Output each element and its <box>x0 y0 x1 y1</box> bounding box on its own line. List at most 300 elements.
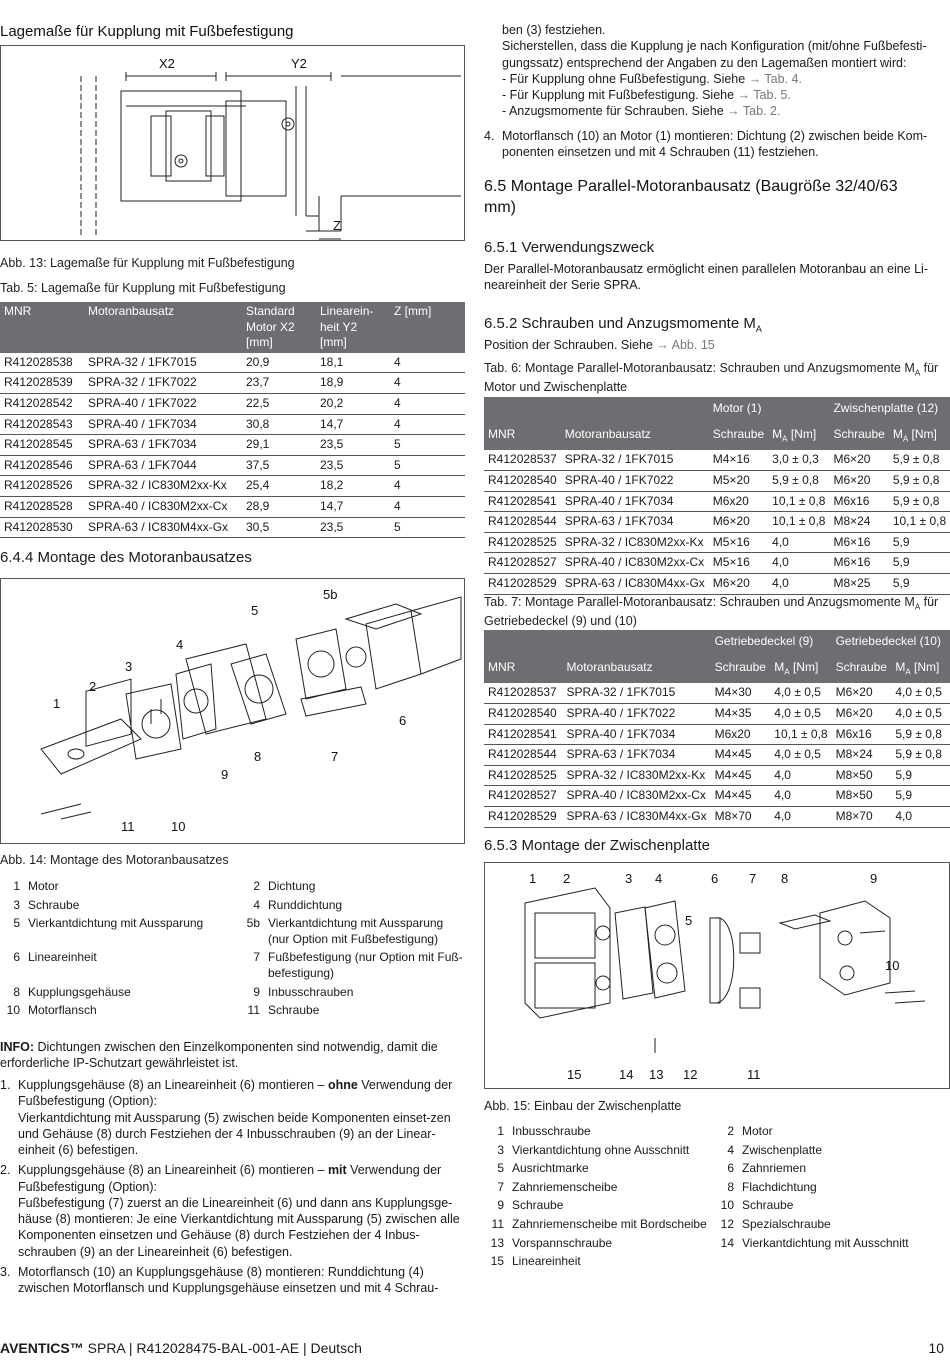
th-col: $M_A$ [Nm] <box>770 656 831 684</box>
table-6 <box>484 397 950 595</box>
legend-number: 4 <box>727 1142 734 1157</box>
fig14-label-7: 7 <box>331 749 339 764</box>
table-cell: SPRA-32 / 1FK7022 <box>84 373 242 394</box>
table-cell: R412028543 <box>0 414 84 435</box>
fig15-label-10: 10 <box>885 958 900 973</box>
tab6-caption <box>484 360 950 395</box>
table-cell: SPRA-40 / IC830M2xx-Cx <box>561 553 709 574</box>
table-cell: SPRA-63 / 1FK7034 <box>561 512 709 533</box>
legend-row <box>0 879 465 895</box>
section-651: 6.5.1 Verwendungszweck <box>484 239 655 256</box>
table-cell: SPRA-32 / 1FK7015 <box>84 353 242 373</box>
text-652 <box>484 337 715 353</box>
th-col: MNR <box>484 656 563 684</box>
table-cell: 4,0 <box>768 573 829 594</box>
table-row <box>484 724 950 745</box>
table-cell: 4,0 ± 0,5 <box>891 703 950 724</box>
table-cell: 5 <box>390 435 465 456</box>
table-cell: R412028529 <box>484 806 563 827</box>
tab7-caption-sub: A <box>914 602 921 612</box>
table-cell: 4,0 <box>770 786 831 807</box>
legend-entry <box>0 879 240 895</box>
legend-entry <box>484 1198 714 1214</box>
table-cell: 22,5 <box>242 393 316 414</box>
fig15-label-4: 4 <box>655 871 663 886</box>
coupling-dimension-drawing <box>1 46 464 240</box>
fig15-label-1: 1 <box>529 871 537 886</box>
legend-entry <box>714 1143 950 1159</box>
table-cell: SPRA-40 / IC830M2xx-Cx <box>563 786 711 807</box>
table-cell: 4,0 ± 0,5 <box>770 703 831 724</box>
section-653: 6.5.3 Montage der Zwischenplatte <box>484 837 710 854</box>
step-item <box>0 1077 462 1158</box>
legend-entry <box>484 1254 714 1270</box>
table-row <box>0 517 465 538</box>
legend-row <box>484 1143 950 1159</box>
reference-link[interactable]: → Tab. 4. <box>748 71 802 86</box>
table-cell: 10,1 ± 0,8 <box>768 512 829 533</box>
table-row <box>484 745 950 766</box>
legend-number: 1 <box>13 879 20 893</box>
fig14-label-5b: 5b <box>323 587 338 602</box>
table-cell: SPRA-40 / 1FK7034 <box>561 491 709 512</box>
table-cell: 20,2 <box>316 393 390 414</box>
legend-entry <box>240 950 465 981</box>
table-cell: M6×20 <box>832 703 892 724</box>
table-cell: R412028529 <box>484 573 561 594</box>
table-cell: 4,0 <box>768 553 829 574</box>
legend-text: Schraube <box>28 897 80 912</box>
table-row <box>0 476 465 497</box>
legend-entry <box>240 1003 465 1019</box>
table-row <box>0 353 465 373</box>
legend-text: Dichtung <box>268 879 316 893</box>
table-cell: SPRA-63 / 1FK7044 <box>84 455 242 476</box>
section-65: 6.5 Montage Parallel-Motoranbausatz (Baugröße 32/40/63 mm) <box>484 178 898 216</box>
legend-row <box>484 1124 950 1140</box>
table-cell: 5,9 ± 0,8 <box>889 450 950 470</box>
legend-text: Spezialschraube <box>742 1216 831 1231</box>
tab6-caption-text: Tab. 6: Montage Parallel-Motoranbausatz: Schrauben und Anzugsmomente M <box>484 361 915 375</box>
table-cell: R412028539 <box>0 373 84 394</box>
tab7-caption <box>484 594 950 629</box>
reference-link[interactable]: → Tab. 2. <box>727 104 781 119</box>
table-cell: 5 <box>390 517 465 538</box>
step-number: 2. <box>0 1163 11 1178</box>
fig14-label-1: 1 <box>53 696 61 711</box>
step-number: 3. <box>0 1264 11 1279</box>
table-cell: R412028545 <box>0 435 84 456</box>
legend-text <box>742 1254 950 1270</box>
th-sub: A <box>782 433 788 443</box>
th-col: MNR <box>484 423 561 451</box>
th-x2: Standard Motor X2 [mm] <box>242 302 316 353</box>
legend-text: Lineareinheit <box>512 1254 581 1269</box>
table-cell: R412028525 <box>484 532 561 553</box>
table-cell: R412028540 <box>484 470 561 491</box>
legend-entry <box>484 1124 714 1140</box>
legend-number: 3 <box>497 1142 504 1157</box>
fig15-label-15: 15 <box>567 1067 582 1082</box>
table-cell: 4 <box>390 414 465 435</box>
fig15-label-6: 6 <box>711 871 719 886</box>
legend-text: Vorspannschraube <box>512 1235 613 1250</box>
section-652-sub: A <box>755 324 762 334</box>
table-cell: 37,5 <box>242 455 316 476</box>
fig15-label-8: 8 <box>781 871 789 886</box>
table-cell: SPRA-32 / 1FK7015 <box>563 683 711 703</box>
table-cell: M6×20 <box>829 470 888 491</box>
group-header-row <box>484 630 950 656</box>
table-cell: 4,0 ± 0,5 <box>770 683 831 703</box>
table-cell: SPRA-40 / 1FK7022 <box>561 470 709 491</box>
fig15-label-13: 13 <box>649 1067 664 1082</box>
table-cell: SPRA-40 / IC830M2xx-Cx <box>84 496 242 517</box>
legend-text: Inbusschraube <box>512 1124 591 1138</box>
info-note <box>0 1039 460 1072</box>
table-row <box>0 373 465 394</box>
legend-row <box>484 1180 950 1196</box>
th-col: Schraube <box>711 656 771 684</box>
table-cell: SPRA-32 / IC830M2xx-Kx <box>84 476 242 497</box>
fig13-caption: Abb. 13: Lagemaße für Kupplung mit Fußbefestigung <box>0 256 295 270</box>
legend-entry <box>0 985 240 1001</box>
legend-number <box>714 1254 742 1270</box>
table-cell: 18,1 <box>316 353 390 373</box>
table-cell: M6x20 <box>711 724 771 745</box>
legend-text: Vierkantdichtung mit Aussparung <box>28 916 204 931</box>
reference-text: - Für Kupplung mit Fußbefestigung. Siehe <box>502 88 738 102</box>
legend-number: 13 <box>490 1235 504 1250</box>
table-cell: 5 <box>390 455 465 476</box>
legend-text: Zahnriemenscheibe <box>512 1179 618 1194</box>
table-cell: R412028537 <box>484 683 563 703</box>
legend-number: 5b <box>246 916 260 931</box>
step-4 <box>484 128 950 161</box>
fig15-caption: Abb. 15: Einbau der Zwischenplatte <box>484 1099 682 1113</box>
fig15-label-12: 12 <box>683 1067 698 1082</box>
legend-text: Lineareinheit <box>28 950 97 965</box>
table-cell: M8×24 <box>832 745 892 766</box>
fig14-label-2: 2 <box>89 679 97 694</box>
motor-mount-exploded-drawing <box>1 579 464 843</box>
reference-text: - Für Kupplung ohne Fußbefestigung. Siehe <box>502 71 749 86</box>
intermediate-plate-exploded-drawing <box>485 863 949 1088</box>
table-row <box>484 491 950 512</box>
legend-number: 4 <box>253 897 260 912</box>
th-y2: Linearein-heit Y2 [mm] <box>316 302 390 353</box>
legend-entry <box>0 898 240 914</box>
table-cell: M4×45 <box>711 765 771 786</box>
fig14-label-4: 4 <box>176 637 184 652</box>
step-item <box>0 1162 462 1260</box>
table-cell: 5,9 <box>891 765 950 786</box>
table-cell: 10,1 ± 0,8 <box>889 512 950 533</box>
legend-text: Vierkantdichtung mit Aussparung (nur Option mit Fußbefestigung) <box>268 916 444 946</box>
legend-number: 6 <box>13 950 20 965</box>
table-row <box>0 435 465 456</box>
th-empty <box>484 397 561 423</box>
legend-entry <box>484 1217 714 1233</box>
legend-row <box>484 1217 950 1233</box>
table-cell: M5×20 <box>709 470 768 491</box>
table-cell: M4×30 <box>711 683 771 703</box>
table-cell: 30,8 <box>242 414 316 435</box>
step-item <box>0 1264 462 1297</box>
page-footer <box>0 1339 950 1357</box>
step-emphasis: mit <box>327 1163 347 1178</box>
table-cell: 4 <box>390 373 465 394</box>
legend-text: Ausrichtmarke <box>512 1161 589 1176</box>
table-cell: SPRA-32 / IC830M2xx-Kx <box>563 765 711 786</box>
legend-text: Schraube <box>742 1198 794 1213</box>
reference-text: - Anzugsmomente für Schrauben. Siehe <box>502 104 728 119</box>
fig15-label-9: 9 <box>870 871 878 886</box>
table-cell: R412028546 <box>0 455 84 476</box>
table-cell: M8×25 <box>829 573 888 594</box>
fig15-label-14: 14 <box>619 1067 634 1082</box>
th-sub: A <box>902 433 909 443</box>
th-col: Schraube <box>709 423 768 451</box>
table-cell: M8×50 <box>832 765 892 786</box>
step-4-text: Motorflansch (10) an Motor (1) montieren: Dichtung (2) zwischen beide Kom-ponenten einsetzen und mit 4 Schrauben (11) festziehen. <box>502 129 928 160</box>
reference-item <box>502 87 950 103</box>
tab6-caption-sub: A <box>914 368 921 378</box>
legend-row <box>484 1161 950 1177</box>
legend-number: 9 <box>497 1198 504 1213</box>
table-cell: M6x16 <box>832 724 892 745</box>
table-cell: M6×20 <box>709 512 768 533</box>
footer-brand: AVENTICS™ <box>0 1340 84 1356</box>
label-x2: X2 <box>159 56 175 71</box>
link-abb15[interactable]: → Abb. 15 <box>656 338 715 352</box>
fig15-label-7: 7 <box>749 871 757 886</box>
th-col: $M_A$ [Nm] <box>768 423 829 451</box>
table-cell: SPRA-40 / 1FK7022 <box>84 393 242 414</box>
legend-text: Motor <box>742 1124 773 1138</box>
column-header-row <box>484 423 950 451</box>
table-cell: 10,1 ± 0,8 <box>770 724 831 745</box>
legend-entry <box>240 916 465 947</box>
legend-number: 5 <box>13 916 20 931</box>
reference-item <box>502 71 950 87</box>
legend-text: Fußbefestigung (nur Option mit Fuß-befestigung) <box>268 950 463 980</box>
table-cell: M6×16 <box>829 532 888 553</box>
legend-row <box>484 1198 950 1214</box>
th-col: Motoranbausatz <box>563 656 711 684</box>
table-cell: M6×20 <box>832 683 892 703</box>
tab7-caption-tail: für Getriebedeckel (9) und (10) <box>484 595 939 628</box>
table-cell: 18,9 <box>316 373 390 394</box>
fig14-label-5: 5 <box>251 603 259 618</box>
legend-entry <box>714 1254 950 1270</box>
table-cell: M4×45 <box>711 745 771 766</box>
step-emphasis: ohne <box>327 1078 358 1092</box>
legend-entry <box>714 1124 950 1140</box>
legend-entry <box>714 1198 950 1214</box>
table-cell: 4,0 <box>770 806 831 827</box>
th-motoranbausatz: Motoranbausatz <box>84 302 242 353</box>
table-cell: 5,9 ± 0,8 <box>768 470 829 491</box>
table-cell: 29,1 <box>242 435 316 456</box>
legend-entry <box>0 916 240 947</box>
step-number: 1. <box>0 1078 11 1092</box>
th-col: Schraube <box>829 423 888 451</box>
table-cell: 5,9 <box>891 786 950 807</box>
table-cell: M4×35 <box>711 703 771 724</box>
tab6-caption-tail: für Motor und Zwischenplatte <box>484 361 939 394</box>
legend-text: Motor <box>28 879 59 893</box>
th-empty <box>484 630 563 656</box>
table-cell: M8×24 <box>829 512 888 533</box>
legend-number: 14 <box>720 1235 734 1250</box>
table-cell: R412028527 <box>484 553 561 574</box>
fig14-label-8: 8 <box>254 749 262 764</box>
figure-14 <box>0 578 465 844</box>
table-cell: M6×20 <box>709 573 768 594</box>
table-row <box>484 470 950 491</box>
table-cell: 23,5 <box>316 435 390 456</box>
legend-text: Vierkantdichtung mit Ausschnitt <box>742 1235 909 1250</box>
table-cell: 5,9 ± 0,8 <box>889 470 950 491</box>
section-652 <box>484 314 762 336</box>
step-text: Kupplungsgehäuse (8) an Lineareinheit (6) montieren – ohne Verwendung der Fußbefestigung (Option): Vierkantdichtung mit Aussparung (5) zwischen beide Komponenten einset-zen und Gehäuse (8) durch Festziehen der 4 Inbusschrauben (9) an der Linear-einheit (6) befestigen. <box>18 1078 453 1157</box>
table-cell: 28,9 <box>242 496 316 517</box>
table-row <box>484 683 950 703</box>
table-cell: M5×16 <box>709 553 768 574</box>
table-cell: 14,7 <box>316 414 390 435</box>
table-row <box>0 414 465 435</box>
cont-line-1: ben (3) festziehen. <box>502 23 606 37</box>
text-652-main: Position der Schrauben. Siehe <box>484 338 657 352</box>
table-row <box>484 806 950 827</box>
table-cell: 4 <box>390 393 465 414</box>
legend-number: 10 <box>720 1198 734 1213</box>
table-cell: 4,0 <box>770 765 831 786</box>
figure-13 <box>0 45 465 241</box>
legend-number: 9 <box>253 984 260 999</box>
figure-15 <box>484 862 950 1089</box>
table-cell: 4 <box>390 476 465 497</box>
legend-entry <box>240 985 465 1001</box>
table-cell: R412028526 <box>0 476 84 497</box>
legend-text: Flachdichtung <box>742 1179 817 1194</box>
column-header-row <box>484 656 950 684</box>
table-cell: 5,9 ± 0,8 <box>889 491 950 512</box>
legend-number: 12 <box>720 1216 734 1231</box>
legend-number: 3 <box>13 897 20 912</box>
legend-number: 2 <box>253 879 260 893</box>
th-group-2: Zwischenplatte (12) <box>829 397 950 423</box>
info-text: Dichtungen zwischen den Einzelkomponenten sind notwendig, damit die erforderliche IP-Schutzart gewährleistet ist. <box>0 1040 438 1071</box>
fig15-label-5: 5 <box>685 913 693 928</box>
table-cell: 5,9 ± 0,8 <box>891 724 950 745</box>
table-cell: M6×20 <box>829 450 888 470</box>
fig14-label-11: 11 <box>121 819 135 834</box>
group-header-row <box>484 397 950 423</box>
fig15-label-2: 2 <box>563 871 571 886</box>
table-cell: R412028525 <box>484 765 563 786</box>
legend-text: Kupplungsgehäuse <box>28 984 131 999</box>
th-mnr: MNR <box>0 302 84 353</box>
table-row <box>0 455 465 476</box>
table-row <box>0 496 465 517</box>
table-cell: 25,4 <box>242 476 316 497</box>
table-cell: 30,5 <box>242 517 316 538</box>
table-row <box>484 512 950 533</box>
table-cell: 5,9 ± 0,8 <box>891 745 950 766</box>
th-group-2: Getriebedeckel (10) <box>832 630 950 656</box>
legend-row <box>0 916 465 947</box>
table-cell: R412028542 <box>0 393 84 414</box>
table-cell: M4×45 <box>711 786 771 807</box>
table-cell: M4×16 <box>709 450 768 470</box>
legend-entry <box>240 879 465 895</box>
reference-link[interactable]: → Tab. 5. <box>737 88 791 102</box>
legend-number: 5 <box>497 1161 504 1176</box>
legend-text: Zwischenplatte <box>742 1142 823 1157</box>
step-4-number: 4. <box>484 129 495 143</box>
tab5-caption: Tab. 5: Lagemaße für Kupplung mit Fußbefestigung <box>0 281 286 295</box>
th-z: Z [mm] <box>390 302 465 353</box>
legend-number: 8 <box>13 984 20 999</box>
legend-number: 15 <box>490 1254 504 1269</box>
table-row <box>484 786 950 807</box>
legend-text: Zahnriemenscheibe mit Bordscheibe <box>512 1216 707 1231</box>
label-y2: Y2 <box>291 56 307 71</box>
th-empty <box>563 630 711 656</box>
legend-entry <box>484 1180 714 1196</box>
legend-entry <box>240 898 465 914</box>
table-cell: SPRA-63 / IC830M4xx-Gx <box>84 517 242 538</box>
table-cell: 4 <box>390 353 465 373</box>
table-cell: R412028541 <box>484 724 563 745</box>
legend-text: Runddichtung <box>268 897 343 912</box>
table-cell: 4,0 <box>768 532 829 553</box>
table-cell: M6x16 <box>829 491 888 512</box>
table-cell: 20,9 <box>242 353 316 373</box>
legend-text: Schraube <box>268 1003 320 1018</box>
fig14-label-3: 3 <box>125 659 133 674</box>
fig14-label-10: 10 <box>171 819 186 834</box>
table-cell: R412028541 <box>484 491 561 512</box>
footer-doc-info: SPRA | R412028475-BAL-001-AE | Deutsch <box>83 1340 362 1356</box>
legend-entry <box>714 1236 950 1252</box>
table-cell: SPRA-40 / 1FK7022 <box>563 703 711 724</box>
table-row <box>484 450 950 470</box>
th-sub: A <box>784 666 790 676</box>
table-row <box>484 553 950 574</box>
table-row <box>484 532 950 553</box>
legend-number: 7 <box>497 1179 504 1194</box>
legend-text: Vierkantdichtung ohne Ausschnitt <box>512 1142 690 1157</box>
fig14-label-9: 9 <box>221 767 229 782</box>
table-cell: SPRA-32 / 1FK7015 <box>561 450 709 470</box>
legend-entry <box>0 950 240 981</box>
table-cell: M8×70 <box>711 806 771 827</box>
step-text: Kupplungsgehäuse (8) an Lineareinheit (6) montieren – mit Verwendung der Fußbefestigung (Option): Fußbefestigung (7) zuerst an die Lineareinheit (6) und dann ans Kupplungsge-häuse (8) montieren: Je eine Vierkantdichtung mit Aussparung (5) zwischen alle Komponenten einsetzen und Gehäuse (8) durch Festziehen der 4 Inbus-schrauben (9) an der Lineareinheit (6) befestigen. <box>18 1163 460 1259</box>
section-644: 6.4.4 Montage des Motoranbausatzes <box>0 549 252 566</box>
legend-row <box>0 1003 465 1019</box>
legend-number: 7 <box>253 950 260 965</box>
table-row <box>484 703 950 724</box>
legend-entry <box>484 1143 714 1159</box>
legend-number: 10 <box>6 1003 20 1018</box>
table-cell: 5,9 <box>889 532 950 553</box>
assembly-steps <box>0 1073 462 1296</box>
th-col: $M_A$ [Nm] <box>891 656 950 684</box>
th-group-1: Getriebedeckel (9) <box>711 630 832 656</box>
